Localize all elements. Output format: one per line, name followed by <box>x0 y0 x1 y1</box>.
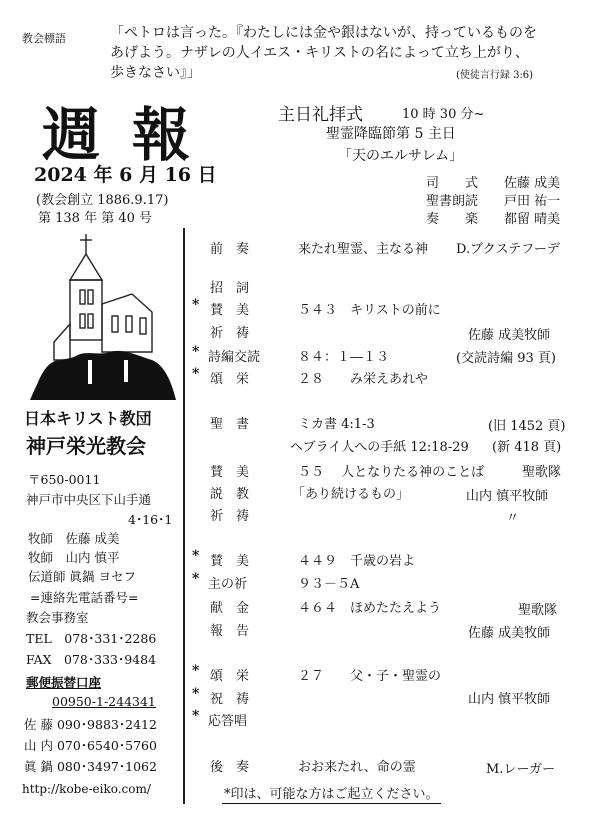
motto-line-1: 「ペトロは言った。『わたしには金や銀はないが、持っているものを <box>110 25 537 41</box>
program-label: 賛 美 <box>210 465 250 480</box>
role-name: 戸田 祐一 <box>504 194 561 209</box>
program-detail: 来たれ聖霊、主なる神 <box>298 242 429 257</box>
program-label: 頌 栄 <box>210 372 250 387</box>
church-name: 神戸栄光教会 <box>26 434 146 458</box>
program-label: 祈 祷 <box>210 326 250 341</box>
contact-header: =連絡先電話番号= <box>30 590 139 605</box>
stand-marker: * <box>192 548 200 564</box>
program-label: 後 奏 <box>210 760 250 775</box>
role-label: 奏 楽 <box>426 212 479 227</box>
program-credit: 聖歌隊 <box>518 603 558 618</box>
denomination-name: 日本キリスト教団 <box>24 409 152 428</box>
stand-marker: * <box>192 686 200 702</box>
staff-member: 牧師 佐藤 成美 <box>28 531 120 546</box>
program-label: 主の祈 <box>208 577 248 592</box>
program-label: 祈 祷 <box>210 509 250 524</box>
motto-line-2: あげよう。ナザレの人イエス・キリストの名によって立ち上がり、 <box>110 45 529 61</box>
program-label: 詩編交読 <box>208 350 261 365</box>
phone-contact: 山 内 070･6540･5760 <box>24 738 157 753</box>
program-detail: ２７ 父・子・聖霊の <box>298 669 442 684</box>
sermon-title: 「あり続けるもの」 <box>292 487 410 502</box>
motto-line-3: 歩きなさい』」 <box>110 65 201 81</box>
program-credit: (交読詩編 93 頁) <box>456 351 556 366</box>
program-label: 聖 書 <box>210 417 250 432</box>
motto-source: (使徒言行録 3:6) <box>456 70 534 81</box>
founded-date: (教会創立 1886.9.17) <box>36 193 169 208</box>
role-label: 司 式 <box>426 176 479 191</box>
program-detail: ヘブライ人への手紙 12:18-29 <box>290 440 469 455</box>
program-detail: ９３－５A <box>298 577 360 592</box>
program-label: 賛 美 <box>210 303 250 318</box>
role-name: 佐藤 成美 <box>504 176 561 191</box>
program-label: 説 教 <box>210 487 250 502</box>
program-detail: ２８ み栄えあれや <box>298 372 429 387</box>
address-line-1: 神戸市中央区下山手通 <box>26 492 152 507</box>
postal-account-label: 郵便振替口座 <box>26 675 102 690</box>
program-label: 献 金 <box>210 601 250 616</box>
preacher-name: 山内 慎平牧師 <box>466 489 549 504</box>
program-detail: ４４９ 千歳の岩よ <box>298 554 416 569</box>
program-detail: おお来たれ、命の霊 <box>298 760 416 775</box>
program-credit: 〃 <box>506 511 520 526</box>
staff-member: 牧師 山内 慎平 <box>28 550 120 565</box>
fax-number: FAX 078･333･9484 <box>26 652 157 667</box>
program-credit: D.ブクステフーデ <box>456 242 560 257</box>
program-credit: 佐藤 成美牧師 <box>468 328 551 343</box>
stand-marker: * <box>192 708 200 724</box>
role-name: 都留 晴美 <box>504 212 561 227</box>
program-label: 報 告 <box>210 624 250 639</box>
program-credit: (旧 1452 頁) <box>488 419 566 434</box>
program-label: 賛 美 <box>210 554 250 569</box>
postal-account-number: 00950-1-244341 <box>52 694 156 709</box>
program-detail: ４６４ ほめたたえよう <box>298 601 442 616</box>
postal-code: 〒650-0011 <box>28 472 101 487</box>
standing-notice: *印は、可能な方はご起立ください。 <box>222 783 441 804</box>
church-illustration <box>28 232 178 400</box>
address-line-2: 4･16･1 <box>128 512 173 527</box>
phone-contact: 眞 鍋 080･3497･1062 <box>24 759 157 774</box>
service-time: 10 時 30 分~ <box>402 107 485 122</box>
program-credit: (新 418 頁) <box>492 440 562 455</box>
program-label: 頌 栄 <box>210 669 250 684</box>
service-title: 主日礼拝式 <box>278 105 363 125</box>
program-credit: 山内 慎平牧師 <box>468 692 551 707</box>
bulletin-date: 2024 年 6 月 16 日 <box>34 164 217 186</box>
bulletin-title: 週報 <box>42 101 223 169</box>
program-detail: ミカ書 4:1-3 <box>298 417 375 432</box>
program-detail: ８４：１―１３ <box>298 350 390 365</box>
stand-marker: * <box>192 663 200 679</box>
stand-marker: * <box>192 571 200 587</box>
tel-number: TEL 078･331･2286 <box>26 631 157 646</box>
stand-marker: * <box>192 297 200 313</box>
program-label: 招 詞 <box>210 281 250 296</box>
motto-label: 教会標語 <box>22 32 66 45</box>
service-day: 聖霊降臨節第 5 主日 <box>326 126 456 142</box>
issue-number: 第 138 年 第 40 号 <box>38 211 153 226</box>
office-label: 教会事務室 <box>26 610 89 625</box>
program-label: 前 奏 <box>210 242 250 257</box>
stand-marker: * <box>192 344 200 360</box>
program-detail: ５５ 人となりたる神のことば <box>298 465 485 480</box>
service-theme: 「天のエルサレム」 <box>338 148 464 164</box>
program-label: 祝 祷 <box>210 692 250 707</box>
stand-marker: * <box>192 366 200 382</box>
column-divider <box>183 228 185 804</box>
staff-member: 伝道師 眞鍋 ヨセフ <box>28 569 136 584</box>
program-credit: M.レーガー <box>486 762 556 777</box>
phone-contact: 佐 藤 090･9883･2412 <box>24 717 157 732</box>
program-detail: ５４３ キリストの前に <box>298 303 441 318</box>
website-link[interactable]: http://kobe-eiko.com/ <box>22 782 151 796</box>
program-credit: 聖歌隊 <box>522 465 562 480</box>
program-label: 応答唱 <box>208 714 248 729</box>
role-label: 聖書朗読 <box>426 194 479 209</box>
program-credit: 佐藤 成美牧師 <box>468 626 551 641</box>
